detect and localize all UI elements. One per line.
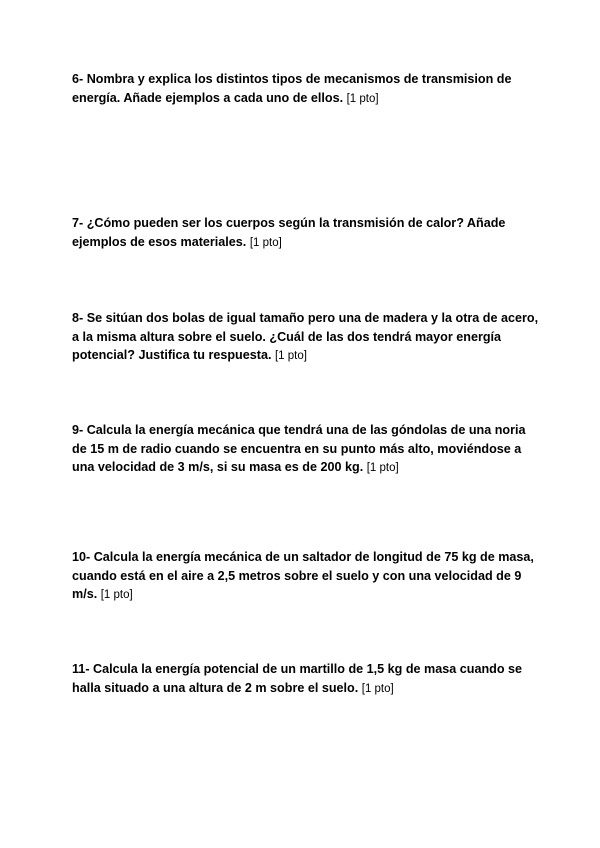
- question-text-line: de 15 m de radio cuando se encuentra en su punto más alto, moviéndose a: [72, 441, 522, 456]
- question-text-line: a la misma altura sobre el suelo. ¿Cuál de las dos tendrá mayor energía: [72, 329, 502, 344]
- question-9: [72, 421, 534, 478]
- question-8: [72, 309, 539, 366]
- question-text-line: 9- Calcula la energía mecánica que tendrá una de las góndolas de una noria: [72, 423, 526, 437]
- points-label: [1 pto]: [100, 589, 133, 601]
- question-11: [72, 660, 534, 698]
- question-text-line: ejemplos de esos materiales.: [72, 234, 247, 249]
- question-text-line: m/s.: [72, 587, 98, 601]
- question-10: [72, 548, 534, 605]
- question-text-line: 8- Se sitúan dos bolas de igual tamaño pero una de madera y la otra de acero,: [72, 311, 539, 325]
- points-label: [1 pto]: [249, 236, 282, 249]
- question-text-line: una velocidad de 3 m/s, si su masa es de 200 kg.: [72, 460, 364, 474]
- question-text-line: energía. Añade ejemplos a cada uno de ellos.: [72, 90, 344, 105]
- question-text-line: potencial? Justifica tu respuesta.: [72, 348, 272, 362]
- question-6: [72, 70, 534, 108]
- question-text-line: 11- Calcula la energía potencial de un martillo de 1,5 kg de masa cuando se: [72, 662, 523, 676]
- question-text-line: 10- Calcula la energía mecánica de un saltador de longitud de 75 kg de masa,: [72, 550, 534, 564]
- points-label: [1 pto]: [274, 350, 307, 362]
- points-label: [1 pto]: [346, 92, 379, 105]
- question-text-line: halla situado a una altura de 2 m sobre el suelo.: [72, 680, 359, 695]
- question-7: [72, 214, 534, 252]
- question-text-line: cuando está en el aire a 2,5 metros sobre el suelo y con una velocidad de 9: [72, 568, 522, 583]
- points-label: [1 pto]: [361, 682, 394, 695]
- question-text-line: 6- Nombra y explica los distintos tipos de mecanismos de transmision de: [72, 72, 512, 86]
- question-text-line: 7- ¿Cómo pueden ser los cuerpos según la transmisión de calor? Añade: [72, 216, 506, 230]
- points-label: [1 pto]: [366, 462, 399, 474]
